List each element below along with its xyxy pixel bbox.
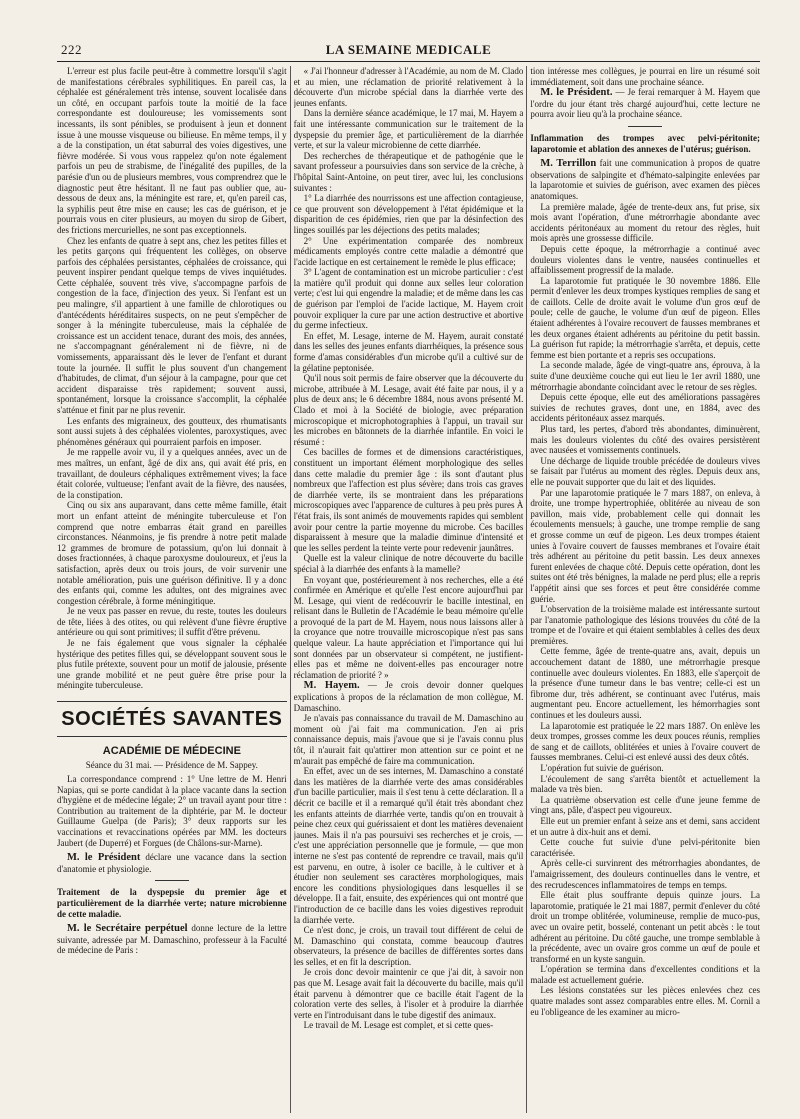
president-paragraph	[57, 852, 287, 874]
paragraph: Des recherches de thérapeutique et de pathogénie que le savant professeur a poursuivies dans son service de la crèche, à l'hôpital Saint-Antoine, on peut tirer, avec lui, les conclusions suivantes :	[293, 150, 524, 193]
column-left	[57, 66, 287, 1113]
speaker-name: M. le Président	[67, 852, 141, 864]
paragraph: Ces bacilles de formes et de dimensions caractéristiques, constituent un important élément morphologique des selles dans cette maladie du premier âge : ils sont d'autant plus nombreux que l'affection est plus sévère; dans trois cas graves de diarrhée verte, ils se montraient dans les préparations microscopiques avec l'apparence de cultures à peu près pures À l'état frais, ils sont animés de mouvements rapides qui semblent avoir pour centre la partie moyenne du microbe. Ces bacilles disparaissent à mesure que la maladie diminue d'intensité et que les selles perdent la teinte verte pour redevenir jaunâtres.	[293, 447, 524, 553]
paragraph: Dans la dernière séance académique, le 17 mai, M. Hayem a fait une intéressante communication sur le traitement de la dyspepsie du premier âge, et particulièrement de la diarrhée verte, et sur la valeur microbienne de cette diarrhée.	[293, 108, 524, 151]
paragraph: La seconde malade, âgée de vingt-quatre ans, éprouva, à la suite d'une deuxième couche qui eut lieu le 1er avril 1880, une métrorrhagie abondante coïncidant avec le retour de ses règles.	[530, 360, 761, 392]
paragraph: La laparotomie fut pratiquée le 30 novembre 1886. Elle permit d'enlever les deux trompes kystiques remplies de sang et de caillots. Celle de droite avait le volume d'un gros œuf de poule; celle de gauche, le volume d'un œuf de pigeon. Elles étaient adhérentes à l'ovaire recouvert de fausses membranes et les deux organes étaient adhérents au péritoine du petit bassin. La guérison fut rapide; la métrorrhagie s'arrêta, et depuis, cette femme est bien portante et a repris ses occupations.	[530, 275, 761, 360]
speaker-name: M. Terrillon	[540, 158, 597, 170]
column-separator	[290, 66, 291, 1113]
paragraph: 1° La diarrhée des nourrissons est une affection contagieuse, ce que prouvent son développement à l'état épidémique et la disparition de ces épidémies, rien que par la désinfection des linges souillés par les déjections des petits malades;	[293, 193, 524, 235]
divider	[155, 880, 189, 881]
speech-text: déclare une vacance dans la section d'anatomie et physiologie.	[57, 852, 287, 874]
paragraph: Je ne fais également que vous signaler la céphalée hystérique des petites filles qui, se développant souvent sous le plus futile prétexte, souvent pour un motif de jalousie, présente une grande mobilité et ne peut guère être prise pour la méningite tuberculeuse.	[57, 638, 287, 691]
paragraph: La première malade, âgée de trente-deux ans, fut prise, six mois avant l'opération, d'une métrorrhagie abondante avec accidents péritonéaux au moment du retour des règles, huit mois après une grossesse difficile.	[530, 201, 761, 244]
column-right	[530, 66, 760, 1113]
column-middle	[294, 66, 524, 1113]
paragraph: Quelle est la valeur clinique de notre découverte du bacille spécial à la diarrhée des enfants à la mamelle?	[293, 553, 524, 574]
paragraph: Une décharge de liquide trouble précédée de douleurs vives se faisait par l'utérus au moment des règles. Depuis deux ans, elle ne pouvait supporter que du lait et des liquides.	[530, 455, 761, 487]
page-number: 222	[61, 42, 82, 57]
correspondence-paragraph: La correspondance comprend : 1° Une lettre de M. Henri Napias, qui se porte candidat à la place vacante dans la section d'hygiène et de médecine légale; 2° un travail ayant pour titre : Contribution au traitement de la diphtérie, par M. le docteur Guillaume Guelpa (de Paris); 3° deux rapports sur les vaccinations et revaccinations opérées par MM. les docteurs Jaubert (de Duperré) et Forgues (de Châlons-sur-Marne).	[57, 774, 287, 848]
paragraph: L'observation de la troisième malade est intéressante surtout par l'anatomie pathologique des lésions trouvées du côté de la trompe et de l'ovaire et qui étaient semblables à celles des deux premières.	[530, 604, 761, 646]
article-title: Inflammation des trompes avec pelvi-péritonite; laparotomie et ablation des annexes de l'utérus; guérison.	[530, 132, 761, 154]
paragraph: Je me rappelle avoir vu, il y a quelques années, avec un de mes maîtres, un enfant, âgé de dix ans, qui avait été pris, en travaillant, de douleurs céphaliques extrêmement vives; la face était colorée, vultueuse; l'enfant avait de la fièvre, des nausées, de la constipation.	[57, 447, 287, 500]
speaker-name: M. Hayem.	[303, 680, 360, 692]
secretary-paragraph	[57, 923, 287, 956]
speech-text: donne lecture de la lettre suivante, adressée par M. Damaschino, professeur à la Faculté de médecine de Paris :	[57, 923, 287, 956]
paragraph: Chez les enfants de quatre à sept ans, chez les petites filles et les petits garçons qui fréquentent les collèges, on observe parfois des céphalées persistantes, céphalées de croissance, qui peuvent inspirer pendant quelque temps de vives inquiétudes. Cette céphalée, souvent très vive, s'accompagne parfois de congestion de la face, d'injection des yeux. Si l'enfant est un peu malingre, s'il appartient à une famille de chlorotiques ou d'antécédents héréditaires suspects, on ne peut s'empêcher de songer à la méningite tuberculeuse, mais la céphalée de croissance est un accident tenace, durant des mois, des années, ne s'accompagnant généralement ni de fièvre, ni de vomissements, apparaissant dès le lever de l'enfant et durant toute la journée. Il suffit le plus souvent d'un changement d'habitudes, de climat, d'un séjour à la campagne, pour que cet accident disparaisse très rapidement; souvent aussi, spontanément, lorsque la croissance s'accomplit, la céphalée s'atténue et finit par ne plus revenir.	[57, 235, 287, 415]
paragraph: Cette couche fut suivie d'une pelvi-péritonite bien caractérisée.	[530, 837, 761, 858]
speech-text: fait une communication à propos de quatre observations de salpingite et d'hémato-salpingite enlevées par la laparotomie et suivies de guérison, avec examen des pièces anatomiques.	[530, 158, 761, 201]
speaker-name: M. le Secrétaire perpétuel	[67, 923, 188, 935]
paragraph: L'opération fut suivie de guérison.	[540, 763, 664, 773]
paragraph: 2° Une expérimentation comparée des nombreux médicaments employés contre cette maladie a démontré que l'acide lactique en est certainement le remède le plus efficace;	[293, 235, 524, 267]
page-header	[57, 42, 760, 60]
paragraph: Le travail de M. Lesage est complet, et si cette ques-	[303, 1020, 494, 1031]
paragraph: L'écoulement de sang s'arrêta bientôt et actuellement la malade va très bien.	[530, 773, 761, 795]
president-paragraph	[530, 87, 760, 120]
paragraph: Les enfants des migraineux, des goutteux, des rhumatisants sont aussi sujets à des céphalées violentes, paroxystiques, avec phénomènes généraux qui pourraient parfois en imposer.	[57, 415, 287, 447]
paragraph: L'opération se termina dans d'excellentes conditions et la malade est actuellement guérie.	[530, 964, 761, 985]
paragraph: Elle eut un premier enfant à seize ans et demi, sans accident et un autre à dix-huit ans et demi.	[530, 815, 761, 837]
paragraph: Depuis cette époque, elle eut des améliorations passagères suivies de rechutes graves, dont une, en 1884, avec des accidents péritonéaux assez marqués.	[530, 392, 761, 424]
paragraph: Je n'avais pas connaissance du travail de M. Damaschino au moment où j'ai fait ma communication. J'en ai pris connaissance depuis, mais j'avoue que si je l'avais connu plus tôt, il n'aurait fait qu'attirer mon attention sur ce point et ne m'aurait pas empêché de faire ma communication.	[293, 713, 524, 766]
paragraph: Les lésions constatées sur les pièces enlevées chez ces quatre malades sont assez comparables entre elles. M. Cornil a eu l'obligeance de les examiner au micro-	[530, 985, 761, 1017]
paragraph: Qu'il nous soit permis de faire observer que la découverte du microbe, attribuée à M. Lesage, avait été faite par nous, il y a plus de deux ans; le 6 décembre 1884, nous avons présenté M. Clado et moi à la Société de biologie, avec préparation microscopique et microphotographies à l'appui, un travail sur les microbes en bâtonnets de la diarrhée infantile. En voici le résumé :	[293, 373, 524, 447]
paragraph: En effet, avec un de ses internes, M. Damaschino a constaté dans les matières de la diarrhée verte des amas considérables d'un bacille particulier, mais il s'est tenu à cette déclaration. Il a décrit ce bacille et il a remarqué qu'il était très abondant chez les enfants atteints de diarrhée verte, tandis qu'on en trouvait à peine chez ceux qui guérissaient et dont les matières devenaient jaunes. Mais il n'a pas poursuivi ses recherches et je crois, — c'est une appréciation personnelle que je formule, — que mon interne ne s'est pas contenté de reprendre ce travail, mais qu'il est parvenu, en outre, à isoler ce bacille, à le cultiver et à étudier non seulement ses caractères morphologiques, mais encore les conditions physiologiques dans lesquelles il se développe. Il a fait, ensuite, des expériences qui ont montré que l'introduction de ce bacille dans les voies digestives reproduit la diarrhée verte.	[293, 766, 524, 925]
section-heading: SOCIÉTÉS SAVANTES	[57, 701, 287, 737]
paragraph: Elle était plus souffrante depuis quinze jours. La laparotomie, pratiquée le 21 mai 1887, permit d'enlever du côté droit un trompe oblitérée, volumineuse, remplie de muco-pus, avec un ovaire petit, bosselé, contenant un petit abcès : le tout adhérent au péritoine. Du côté gauche, une trompe semblable à la précédente, avec un ovaire gros comme un œuf de poule et transformé en un kyste sanguin.	[530, 890, 761, 964]
paragraph: Je crois donc devoir maintenir ce que j'ai dit, à savoir non pas que M. Lesage avait fait la découverte du bacille, mais qu'il était parvenu à démontrer que ce bacille était l'agent de la coloration verte des selles, à l'isoler et à produire la diarrhée verte en l'introduisant dans le tube digestif des animaux.	[293, 967, 524, 1020]
col1-paras	[57, 66, 287, 691]
header-rule	[57, 61, 760, 62]
paragraph: « J'ai l'honneur d'adresser à l'Académie, au nom de M. Clado et au mien, une réclamation de priorité relativement à la découverte d'un microbe spécial dans la diarrhée verte des jeunes enfants.	[293, 66, 524, 108]
paragraph: Cette femme, âgée de trente-quatre ans, avait, depuis un accouchement datant de 1880, une métrorrhagie presque continuelle avec douleurs violentes. En 1883, elle s'aperçoit de la présence d'une tumeur dans le bas ventre; celle-ci est un fibrome dur, très adhérent, se continuant avec l'utérus, mais augmentant peu. Encore actuellement, les hémorrhagies sont continues et les douleurs aussi.	[530, 646, 761, 721]
paragraph: Cinq ou six ans auparavant, dans cette même famille, était mort un enfant atteint de méningite tuberculeuse et l'on comprend que notre embarras était grand en pareilles circonstances. Néanmoins, je fis prendre à notre petit malade 12 grammes de bromure de potassium, qu'on lui donnait à doses fractionnées, à chaque paroxysme douloureux, et j'eus la satisfaction, après deux ou trois jours, de voir survenir une notable amélioration, puis une guérison définitive. Il y a donc des enfants qui, comme les adultes, ont des migraines avec congestion cérébrale, à forme méningitique.	[57, 500, 287, 606]
article-title: Traitement de la dyspepsie du premier âge et particulièrement de la diarrhée verte; nature microbienne de cette maladie.	[57, 887, 287, 919]
terrillon-paragraph	[530, 158, 760, 201]
paragraph: Ce n'est donc, je crois, un travail tout différent de celui de M. Damaschino qui constata, comme beaucoup d'autres observateurs, la présence de bacilles de différentes sortes dans les selles, et en fit la description.	[293, 925, 524, 967]
paragraph: Après celle-ci survinrent des métrorrhagies abondantes, de l'amaigrissement, des douleurs continuelles dans le ventre, et des recrudescences inflammatoires de temps en temps.	[530, 858, 761, 890]
paragraph: La laparotomie est pratiquée le 22 mars 1887. On enlève les deux trompes, grosses comme les deux pouces réunis, remplies de sang et de caillots, oblitérées et unies à l'ovaire couvert de fausses membranes. Celui-ci est enlevé aussi des deux côtés.	[530, 720, 761, 763]
paragraph: En voyant que, postérieurement à nos recherches, elle a été confirmée en Amérique et qu'elle l'est encore aujourd'hui par M. Lesage, qui vient de redécouvrir le bacille intestinal, en relisant dans le Bulletin de l'Académie le beau mémoire qu'elle a provoqué de la part de M. Hayem, nous nous laissons aller à la croyance que notre trouvaille microscopique n'est pas sans quelque valeur. La haute appréciation et l'importance qui lui sont données par un observateur si compétent, ne justifient-elles pas et même ne doivent-elles pas encourager notre réclamation de priorité ? »	[293, 574, 524, 680]
column-separator	[526, 66, 527, 1113]
paragraph: L'erreur est plus facile peut-être à commettre lorsqu'il s'agit de manifestations cérébrales syphilitiques. En pareil cas, la céphalée est généralement très intense, souvent localisée dans un côté, en occupant parfois toute la moitié de la face correspondante est douloureuse; les vomissements sont incessants, ils sont pénibles, se produisent à jeun et donnent issue à une mousse visqueuse ou bilieuse. En même temps, il y a de la constipation, un état saburral des voies digestives, une fièvre modérée. Si vous vous rappelez qu'on note également parfois un peu de strabisme, de l'inégalité des pupilles, de la parésie d'un ou de plusieurs membres, vous comprendrez que le diagnostic peut être hésitant. Il ne faut pas oublier que, au-dessous de deux ans, la méningite est rare, et, qu'en pareil cas, la syphilis peut être mise en cause; les cas de guérison, et je pourrais vous en citer plusieurs, au moyen du sirop de Gibert, des frictions mercurielles, ne sont pas exceptionnels.	[57, 66, 287, 235]
hayem-paragraph	[294, 680, 524, 713]
speaker-name: M. le Président.	[540, 87, 613, 99]
paragraph: Je ne veux pas passer en revue, du reste, toutes les douleurs de tête, liées à des otites, ou qui relèvent d'une fièvre éruptive antérieure ou qui sont primitives; il suffit d'être prévenu.	[57, 606, 287, 638]
paragraph: 3° L'agent de contamination est un microbe particulier : c'est la matière qu'il produit qui donne aux selles leur coloration verte; c'est lui qui engendre la maladie; et de même dans les cas de guérison par l'emploi de l'acide lactique, M. Hayem croit pouvoir expliquer la cure par une action destructive et abortive du germe infectieux.	[293, 267, 524, 331]
academy-heading: ACADÉMIE DE MÉDECINE	[102, 745, 241, 758]
paragraph: Depuis cette époque, la métrorrhagie a continué avec douleurs violentes dans le ventre, nausées continuelles et affaiblissement progressif de la malade.	[530, 243, 761, 276]
journal-title: LA SEMAINE MEDICALE	[325, 42, 492, 57]
speech-text: — Je crois devoir donner quelques explications à propos de la réclamation de mon collègue, M. Damaschino.	[293, 680, 524, 713]
paragraph: Par une laparotomie pratiquée le 7 mars 1887, on enleva, à droite, une trompe hypertrophiée, oblitérée au niveau de son pavillon, mais vide, probablement celle qui donnait les écoulements mensuels; à gauche, une trompe remplie de sang et grosse comme un œuf de pigeon. Les deux trompes étaient unies à l'ovaire couvert de fausses membranes et l'ovaire était très adhérent au péritoine du petit bassin. Les deux annexes furent enlevées de chaque côté. Depuis cette opération, dont les suites ont été très bénignes, la malade ne perd plus; elle a repris l'appétit ainsi que ses forces et peut être considérée comme guérie.	[530, 487, 761, 604]
divider	[628, 126, 662, 127]
seance-line: Séance du 31 mai. — Présidence de M. Sappey.	[85, 760, 258, 771]
paragraph: Plus tard, les pertes, d'abord très abondantes, diminuèrent, mais les douleurs violentes du côté des ovaires persistèrent avec nausées et vomissements continuels.	[530, 424, 761, 456]
text-columns	[57, 66, 760, 1113]
paragraph: En effet, M. Lesage, interne de M. Hayem, aurait constaté dans les selles des jeunes enfants diarrhéiques, la présence sous forme d'amas considérables d'un microbe qu'il a cultivé sur de la gélatine peptonisée.	[293, 330, 524, 373]
paragraph: tion intéresse mes collègues, je pourrai en lire un résumé soit immédiatement, soit dans une prochaine séance.	[530, 66, 761, 87]
paragraph: La quatrième observation est celle d'une jeune femme de vingt ans, pâle, d'aspect peu vigoureux.	[530, 794, 761, 816]
speech-text: — Je ferai remarquer à M. Hayem que l'ordre du jour étant très chargé aujourd'hui, cette lecture ne pourra avoir lieu qu'à la prochaine séance.	[530, 87, 761, 120]
